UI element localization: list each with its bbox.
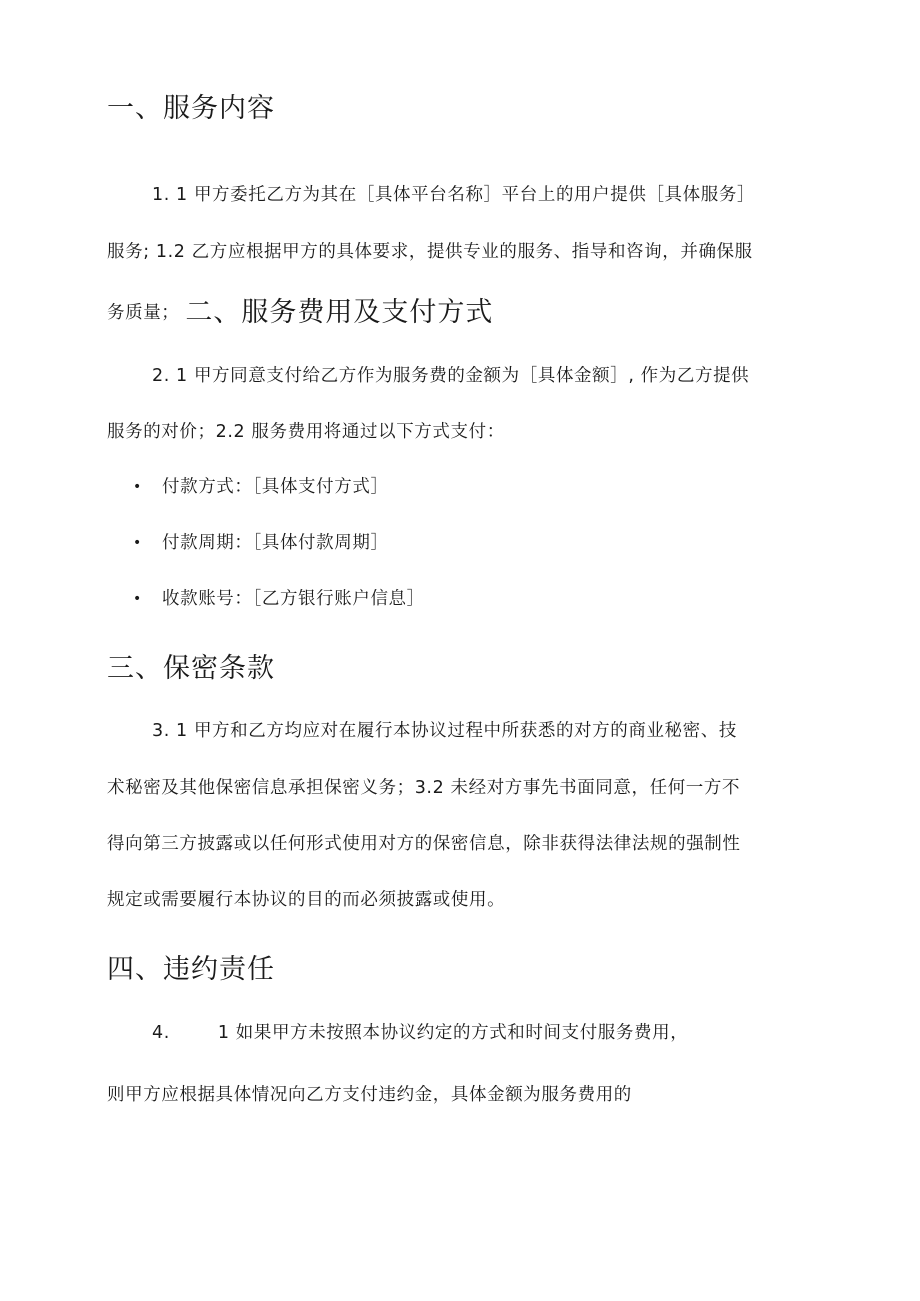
bullet-dot: •	[133, 591, 142, 607]
paragraph-line: 3. 1 甲方和乙方均应对在履行本协议过程中所获悉的对方的商业秘密、技	[152, 721, 737, 741]
clause-text: 1 如果甲方未按照本协议约定的方式和时间支付服务费用，	[217, 1023, 689, 1043]
clause-number: 4.	[152, 1023, 170, 1043]
paragraph-line	[152, 1021, 688, 1045]
section-heading-1: 一、服务内容	[107, 93, 275, 124]
paragraph-line: 务质量；	[107, 303, 180, 323]
bullet-dot: •	[133, 535, 142, 551]
section-heading-4: 四、违约责任	[107, 954, 275, 985]
paragraph-line: 服务的对价；2.2 服务费用将通过以下方式支付：	[107, 422, 505, 442]
paragraph-line: 服务; 1.2 乙方应根据甲方的具体要求，提供专业的服务、指导和咨询，并确保服	[107, 242, 753, 262]
paragraph-line: 规定或需要履行本协议的目的而必须披露或使用。	[107, 890, 506, 910]
section-heading-2: 二、服务费用及支付方式	[185, 297, 494, 328]
paragraph-line: 2. 1 甲方同意支付给乙方作为服务费的金额为［具体金额］, 作为乙方提供	[152, 366, 750, 386]
paragraph-line: 1. 1 甲方委托乙方为其在［具体平台名称］平台上的用户提供［具体服务］	[152, 185, 756, 205]
list-item: 收款账号：［乙方银行账户信息］	[162, 589, 425, 609]
list-item: 付款周期：［具体付款周期］	[162, 533, 389, 553]
paragraph-line: 得向第三方披露或以任何形式使用对方的保密信息，除非获得法律法规的强制性	[107, 834, 741, 854]
bullet-dot: •	[133, 479, 142, 495]
list-item: 付款方式：［具体支付方式］	[162, 477, 389, 497]
paragraph-line: 则甲方应根据具体情况向乙方支付违约金，具体金额为服务费用的	[107, 1085, 632, 1105]
paragraph-line: 术秘密及其他保密信息承担保密义务；3.2 未经对方事先书面同意，任何一方不	[107, 778, 741, 798]
paragraph-line-with-heading	[107, 297, 493, 329]
section-heading-3: 三、保密条款	[107, 653, 275, 684]
